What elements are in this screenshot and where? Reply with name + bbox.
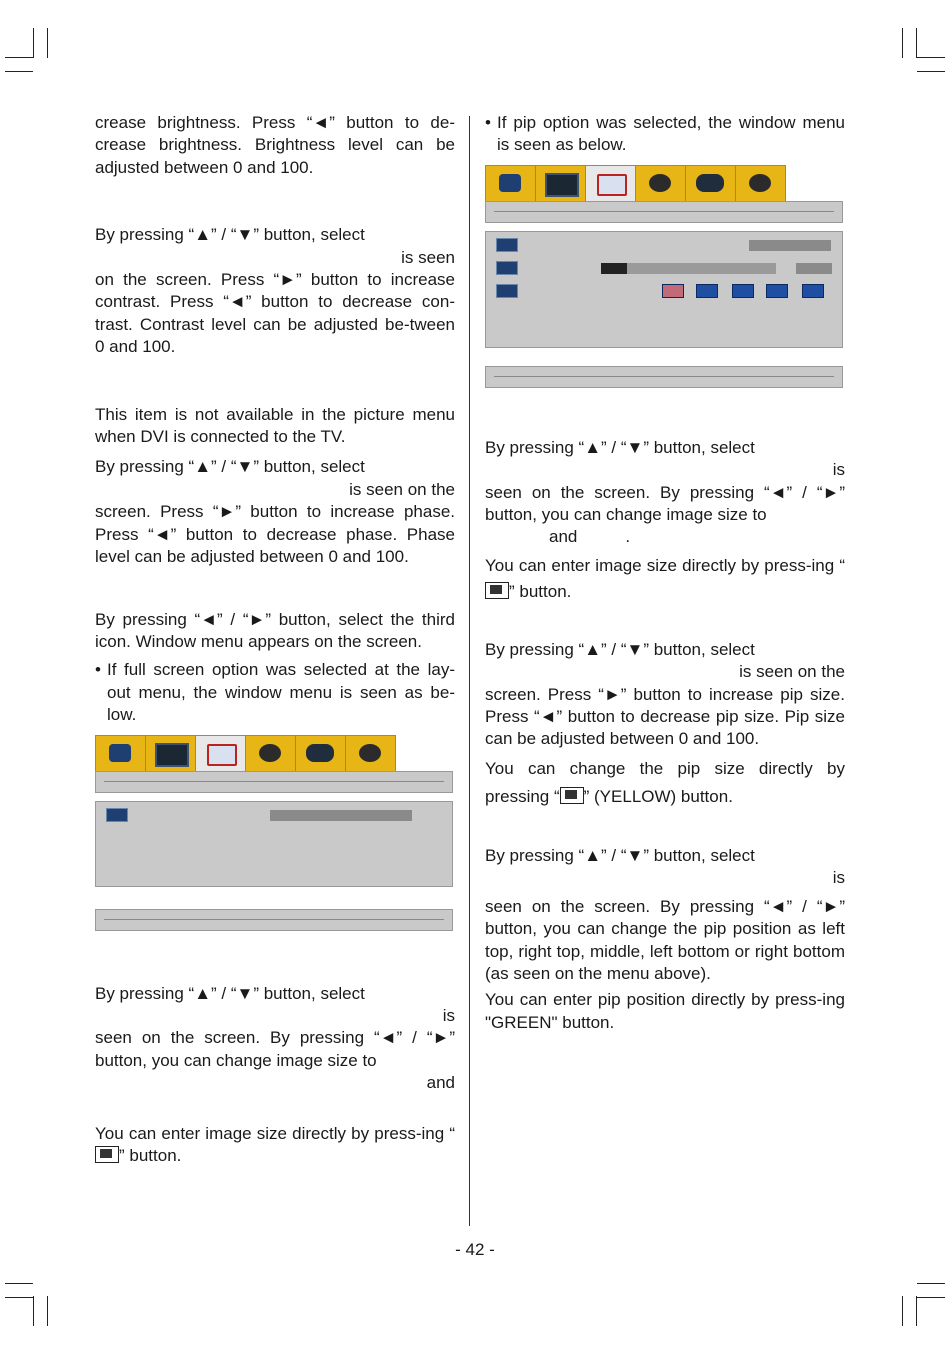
contrast-seen: is seen: [401, 247, 455, 267]
pip-left-top-icon: [696, 284, 718, 298]
size-direct: [95, 1123, 455, 1168]
crop-mark: [916, 1296, 917, 1326]
window-icon: [597, 174, 627, 196]
speaker-icon: [499, 174, 521, 192]
size-direct-text-b: ” button.: [119, 1145, 182, 1165]
contrast-text: on the screen. Press “►” button to increase contrast. Press “◄” button to decrease con-trast. Contrast level can be adjusted be-tween 0 and 100.: [95, 270, 455, 357]
menu-help-bar: [485, 366, 843, 388]
crop-mark: [33, 1296, 34, 1326]
install-icon: [306, 744, 334, 762]
crop-mark: [47, 1296, 48, 1326]
right-column: [485, 112, 845, 1034]
tab-features: [245, 735, 296, 771]
size-row-icon: [106, 808, 128, 822]
size-select: By pressing “▲” / “▼” button, select: [95, 983, 365, 1003]
brightness-text: crease brightness. Press “◄” button to de-crease brightness. Brightness level can be adjusted between 0 and 100.: [95, 113, 455, 177]
tv-icon: [155, 743, 189, 767]
pip-position-text: seen on the screen. By pressing “◄” / “►” button, you can change the pip position as left top, right top, middle, left bottom or right bottom (as seen on the menu above).: [485, 896, 845, 983]
source-icon: [359, 744, 381, 762]
feature-icon: [259, 744, 281, 762]
pip-size-yellow: [485, 755, 845, 811]
size-value-bar: [270, 810, 412, 821]
tab-source: [345, 735, 396, 771]
yellow-text-a: You can change the pip size directly by pressing “: [485, 758, 845, 806]
crop-mark: [917, 71, 945, 72]
menu-title-bar: [485, 201, 843, 223]
menu-title-bar: [95, 771, 453, 793]
tab-sound: [95, 735, 146, 771]
window-icon: [207, 744, 237, 766]
crop-mark: [33, 28, 34, 58]
pip-size-row-icon: [496, 261, 518, 275]
menu-tabs: [95, 735, 453, 771]
size-is: is: [442, 1005, 455, 1025]
pip-size-slider-fill: [601, 263, 627, 274]
crop-mark: [902, 28, 903, 58]
pip-position-select: By pressing “▲” / “▼” button, select: [485, 845, 755, 865]
size-row-icon: [496, 238, 518, 252]
menu-tabs: [485, 165, 843, 201]
tab-features: [635, 165, 686, 201]
pip-middle-icon: [766, 284, 788, 298]
menu-panel: [95, 801, 453, 887]
column-divider: [469, 116, 470, 1226]
size-and: and: [426, 1073, 455, 1093]
pip-size-slider: [601, 263, 776, 274]
tab-picture: [145, 735, 196, 771]
tab-window: [585, 165, 636, 201]
crop-mark: [5, 1297, 33, 1298]
yellow-text-b: ” (YELLOW) button.: [583, 786, 733, 806]
speaker-icon: [109, 744, 131, 762]
phase-seen: is seen on the: [349, 479, 455, 499]
pip-size-direct: [485, 553, 845, 605]
window-intro: By pressing “◄” / “►” button, select the third icon. Window menu appears on the screen.: [95, 609, 455, 651]
pip-image-size-and: [485, 526, 845, 548]
crop-mark: [5, 71, 33, 72]
pip-position-selected-icon: [662, 284, 684, 298]
full-screen-bullet: • If full screen option was selected at the lay-out menu, the window menu is seen as be-low.: [95, 659, 455, 726]
size-value-bar: [749, 240, 831, 251]
size-key-icon: [485, 582, 509, 599]
crop-mark: [5, 1283, 33, 1284]
pip-position-row-icon: [496, 284, 518, 298]
phase-select: By pressing “▲” / “▼” button, select: [95, 457, 365, 477]
pip-position-green: You can enter pip position directly by press-ing "GREEN" button.: [485, 990, 845, 1032]
size-key-icon: [95, 1146, 119, 1163]
size-direct-text-a: You can enter image size directly by press-ing “: [95, 1123, 455, 1143]
tab-source: [735, 165, 786, 201]
tab-sound: [485, 165, 536, 201]
pip-size-seen: is seen on the: [739, 662, 845, 682]
menu-panel: [485, 231, 843, 348]
period: .: [625, 527, 631, 547]
crop-mark: [917, 57, 945, 58]
install-icon: [696, 174, 724, 192]
pip-image-size-text: seen on the screen. By pressing “◄” / “►” button, you can change image size to: [485, 482, 845, 525]
pip-position-is: is: [832, 868, 845, 888]
left-column: [95, 112, 455, 1167]
pip-size-select: By pressing “▲” / “▼” button, select: [485, 639, 755, 659]
direct-text-a: You can enter image size directly by press-ing “: [485, 555, 845, 575]
window-menu-full-screen: [95, 735, 453, 925]
crop-mark: [47, 28, 48, 58]
feature-icon: [649, 174, 671, 192]
tab-install: [295, 735, 346, 771]
pip-image-size-select: By pressing “▲” / “▼” button, select: [485, 437, 755, 457]
tv-icon: [545, 173, 579, 197]
pip-left-bottom-icon: [802, 284, 824, 298]
contrast-select: By pressing “▲” / “▼” button, select: [95, 225, 365, 245]
page-number: - 42 -: [455, 1240, 495, 1259]
pip-size-key-icon: [560, 787, 584, 804]
source-icon: [749, 174, 771, 192]
menu-help-bar: [95, 909, 453, 931]
crop-mark: [917, 1283, 945, 1284]
phase-text: screen. Press “►” button to increase phase. Press “◄” button to decrease phase. Phase level can be adjusted between 0 and 100.: [95, 502, 455, 567]
crop-mark: [5, 57, 33, 58]
tab-install: [685, 165, 736, 201]
crop-mark: [917, 1297, 945, 1298]
phase-note: This item is not available in the picture menu when DVI is connected to the TV.: [95, 404, 455, 447]
direct-text-b: ” button.: [509, 581, 572, 601]
and-word: and: [549, 527, 578, 547]
size-text: seen on the screen. By pressing “◄” / “►” button, you can change image size to: [95, 1028, 455, 1070]
pip-image-size-is: is: [832, 460, 845, 480]
tab-picture: [535, 165, 586, 201]
pip-right-top-icon: [732, 284, 754, 298]
crop-mark: [902, 1296, 903, 1326]
crop-mark: [916, 28, 917, 58]
pip-bullet: • If pip option was selected, the window menu is seen as below.: [485, 112, 845, 157]
pip-size-text: screen. Press “►” button to increase pip size. Press “◄” button to decrease pip size. Pip size can be adjusted between 0 and 100.: [485, 684, 845, 749]
tab-window: [195, 735, 246, 771]
window-menu-pip: [485, 165, 843, 385]
pip-size-value: [796, 263, 832, 274]
